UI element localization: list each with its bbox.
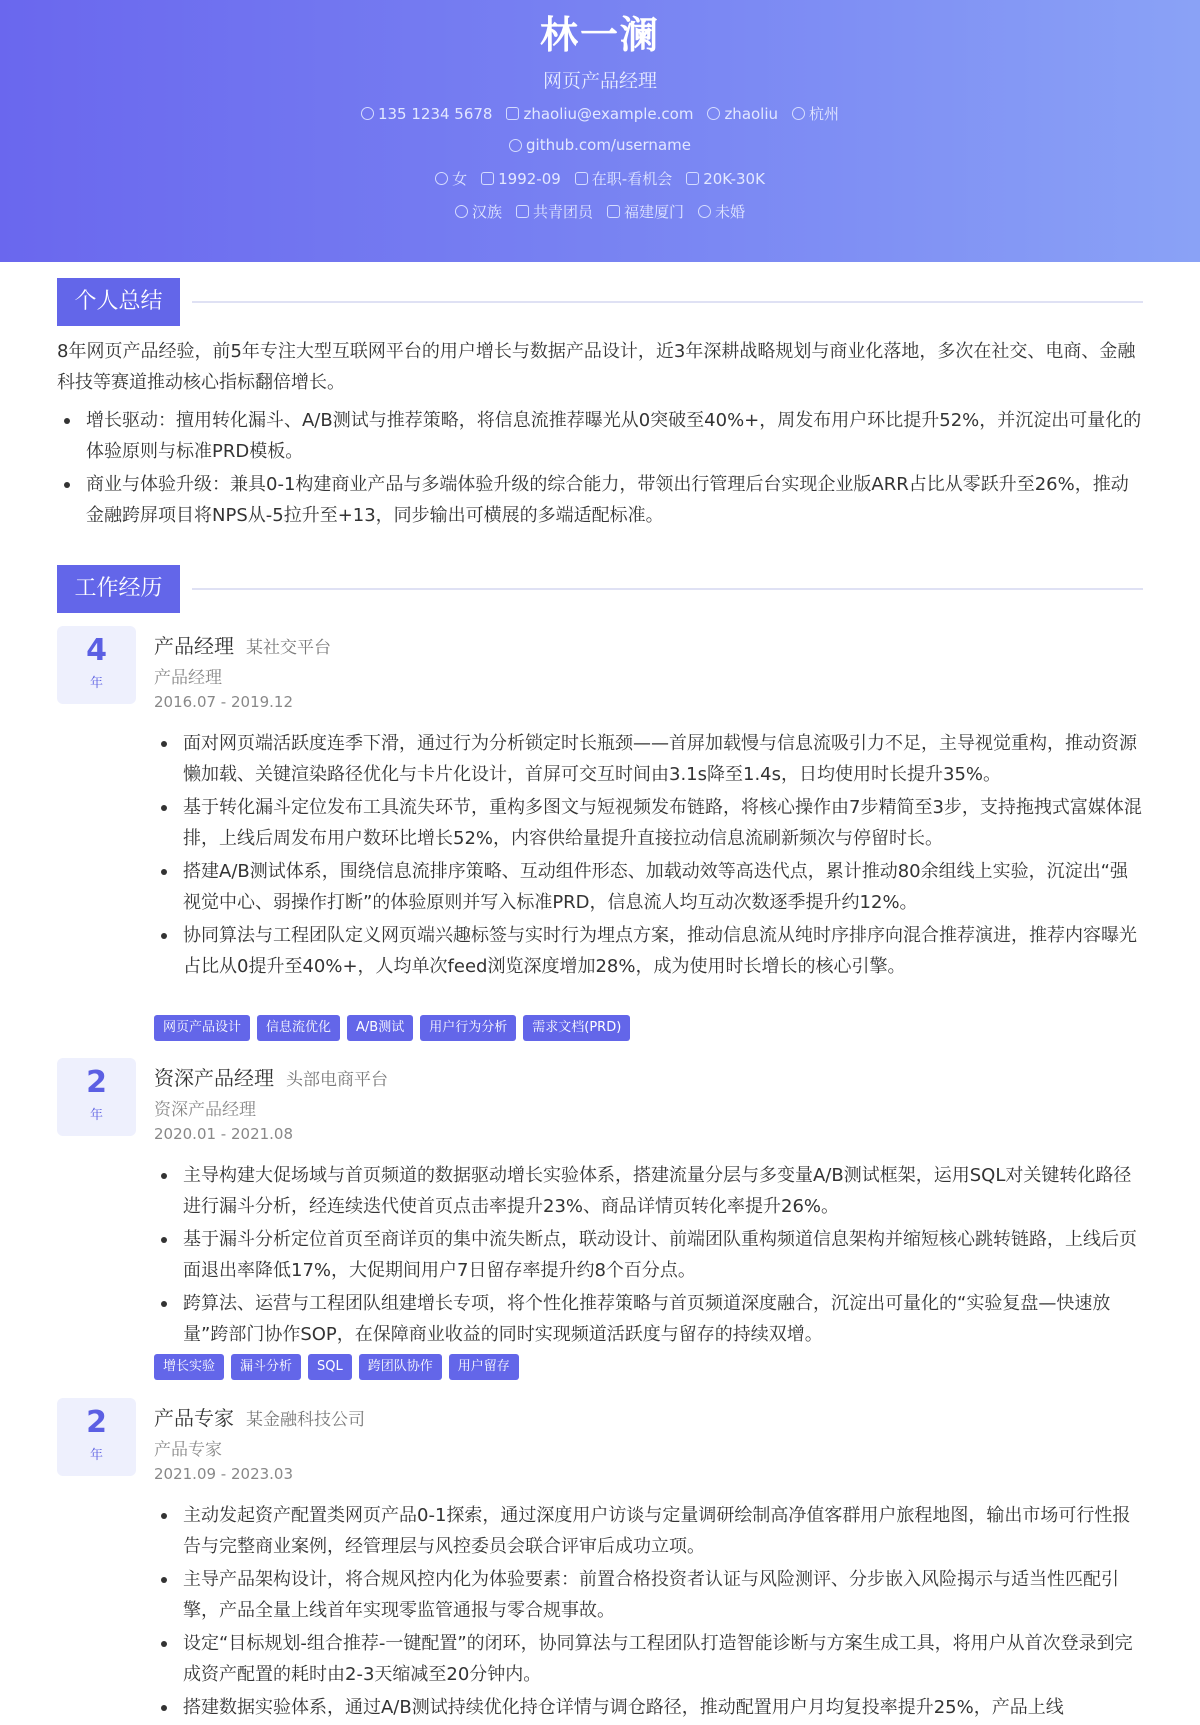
job-company: 头部电商平台 [286, 1070, 388, 1090]
github-row [0, 136, 1200, 154]
skill-tag: 增长实验 [154, 1354, 224, 1380]
flag-icon [516, 205, 529, 218]
job-position: 产品经理 某社交平台 [154, 634, 331, 658]
job-role: 产品经理 [154, 668, 222, 688]
job-bullet: 搭建A/B测试体系，围绕信息流排序策略、互动组件形态、加载动效等高迭代点，累计推动80余组线上实验，沉淀出“强视觉中心、弱操作打断”的体验原则并写入标准PRD，信息流人均互动次数逐季提升约12%。 [154, 856, 1143, 918]
birth-item: 1992-09 [481, 168, 561, 189]
job-date: 2021.09 - 2023.03 [154, 1465, 294, 1483]
job-bullets [154, 1500, 1143, 1725]
job-company: 某社交平台 [246, 638, 331, 658]
job-title: 网页产品经理 [542, 70, 657, 92]
section-divider [192, 301, 1143, 303]
resume-header [0, 0, 1200, 262]
job-bullet: 跨算法、运营与工程团队组建增长专项，将个性化推荐策略与首页频道深度融合，沉淀出可量化的“实验复盘—快速放量”跨部门协作SOP，在保障商业收益的同时实现频道活跃度与留存的持续双增。 [154, 1288, 1143, 1350]
job-role: 产品专家 [154, 1440, 222, 1460]
heart-icon [698, 205, 711, 218]
gender-item: 女 [435, 168, 467, 189]
wechat-item: zhaoliu [707, 103, 778, 124]
section-divider [192, 588, 1143, 590]
job-position: 资深产品经理 头部电商平台 [154, 1066, 388, 1090]
skill-tag: 用户行为分析 [420, 1015, 516, 1041]
salary-item: 20K-30K [686, 168, 765, 189]
political-item: 共青团员 [516, 201, 593, 222]
briefcase-icon [575, 172, 588, 185]
users-icon [455, 205, 468, 218]
skill-tag: A/B测试 [347, 1015, 413, 1041]
city-item: 杭州 [792, 103, 839, 124]
location-icon [792, 107, 805, 120]
wechat-icon [707, 107, 720, 120]
job-role: 资深产品经理 [154, 1100, 256, 1120]
job-bullet: 协同算法与工程团队定义网页端兴趣标签与实时行为埋点方案，推动信息流从纯时序排序向混合推荐演进，推荐内容曝光占比从0提升至40%+，人均单次feed浏览深度增加28%，成为使用时长增长的核心引擎。 [154, 920, 1143, 982]
job-bullet: 基于漏斗分析定位首页至商详页的集中流失断点，联动设计、前端团队重构频道信息架构并缩短核心跳转链路，上线后页面退出率降低17%，大促期间用户7日留存率提升约8个百分点。 [154, 1224, 1143, 1286]
phone-item: 135 1234 5678 [361, 103, 493, 124]
marital-item: 未婚 [698, 201, 745, 222]
status-item: 在职-看机会 [575, 168, 672, 189]
duration-badge: 2 年 [57, 1058, 136, 1136]
job-bullet: 主导构建大促场域与首页频道的数据驱动增长实验体系，搭建流量分层与多变量A/B测试框架，运用SQL对关键转化路径进行漏斗分析，经连续迭代使首页点击率提升23%、商品详情页转化率提升26%。 [154, 1160, 1143, 1222]
basic-info-row [0, 168, 1200, 189]
job-bullet: 基于转化漏斗定位发布工具流失环节，重构多图文与短视频发布链路，将核心操作由7步精简至3步，支持拖拽式富媒体混排，上线后周发布用户数环比增长52%，内容供给量提升直接拉动信息流刷新频次与停留时长。 [154, 792, 1143, 854]
summary-section-header [57, 278, 1143, 326]
skill-tag: 需求文档(PRD) [523, 1015, 630, 1041]
github-item[interactable]: github.com/username [509, 136, 691, 154]
phone-icon [361, 107, 374, 120]
summary-bullet: 商业与体验升级：兼具0-1构建商业产品与多端体验升级的综合能力，带领出行管理后台实现企业版ARR占比从零跃升至26%，推动金融跨屏项目将NPS从-5拉升至+13，同步输出可横展的多端适配标准。 [57, 469, 1143, 531]
home-icon [607, 205, 620, 218]
skill-tag: SQL [308, 1354, 352, 1380]
skill-tags [154, 1015, 630, 1041]
contact-row [0, 103, 1200, 124]
job-date: 2020.01 - 2021.08 [154, 1125, 294, 1143]
job-bullet: 设定“目标规划-组合推荐-一键配置”的闭环，协同算法与工程团队打造智能诊断与方案生成工具，将用户从首次登录到完成资产配置的耗时由2-3天缩减至20分钟内。 [154, 1628, 1143, 1690]
summary-bullet: 增长驱动：擅用转化漏斗、A/B测试与推荐策略，将信息流推荐曝光从0突破至40%+，周发布用户环比提升52%，并沉淀出可量化的体验原则与标准PRD模板。 [57, 405, 1143, 467]
candidate-name: 林一澜 [539, 13, 660, 57]
job-entry [57, 1398, 1143, 1718]
summary-bullets [57, 405, 1143, 533]
skill-tag: 网页产品设计 [154, 1015, 250, 1041]
skill-tag: 信息流优化 [257, 1015, 340, 1041]
personal-info-row [0, 201, 1200, 222]
skill-tag: 跨团队协作 [359, 1354, 442, 1380]
user-icon [435, 172, 448, 185]
job-position: 产品专家 某金融科技公司 [154, 1406, 365, 1430]
job-date: 2016.07 - 2019.12 [154, 693, 294, 711]
job-bullets [154, 1160, 1143, 1352]
job-bullets [154, 728, 1143, 984]
experience-heading: 工作经历 [57, 565, 180, 613]
ethnicity-item: 汉族 [455, 201, 502, 222]
job-bullet: 搭建数据实验体系，通过A/B测试持续优化持仓详情与调仓路径，推动配置用户月均复投率提升25%，产品上线 [154, 1692, 1143, 1723]
calendar-icon [481, 172, 494, 185]
summary-paragraph: 8年网页产品经验，前5年专注大型互联网平台的用户增长与数据产品设计，近3年深耕战略规划与商业化落地，多次在社交、电商、金融科技等赛道推动核心指标翻倍增长。 [57, 341, 1136, 393]
skill-tag: 用户留存 [449, 1354, 519, 1380]
skill-tags [154, 1354, 519, 1380]
job-bullet: 面对网页端活跃度连季下滑，通过行为分析锁定时长瓶颈——首屏加载慢与信息流吸引力不足，主导视觉重构，推动资源懒加载、关键渲染路径优化与卡片化设计，首屏可交互时间由3.1s降至1.4s，日均使用时长提升35%。 [154, 728, 1143, 790]
job-bullet: 主导产品架构设计，将合规风控内化为体验要素：前置合格投资者认证与风险测评、分步嵌入风险揭示与适当性匹配引擎，产品全量上线首年实现零监管通报与零合规事故。 [154, 1564, 1143, 1626]
email-item[interactable]: zhaoliu@example.com [506, 103, 693, 124]
skill-tag: 漏斗分析 [231, 1354, 301, 1380]
job-bullet: 主动发起资产配置类网页产品0-1探索，通过深度用户访谈与定量调研绘制高净值客群用户旅程地图，输出市场可行性报告与完整商业案例，经管理层与风控委员会联合评审后成功立项。 [154, 1500, 1143, 1562]
job-company: 某金融科技公司 [246, 1410, 365, 1430]
summary-heading: 个人总结 [57, 278, 180, 326]
github-icon [509, 139, 522, 152]
experience-section-header [57, 565, 1143, 613]
hometown-item: 福建厦门 [607, 201, 684, 222]
mail-icon [506, 107, 519, 120]
duration-badge: 2 年 [57, 1398, 136, 1476]
money-icon [686, 172, 699, 185]
duration-badge: 4 年 [57, 626, 136, 704]
